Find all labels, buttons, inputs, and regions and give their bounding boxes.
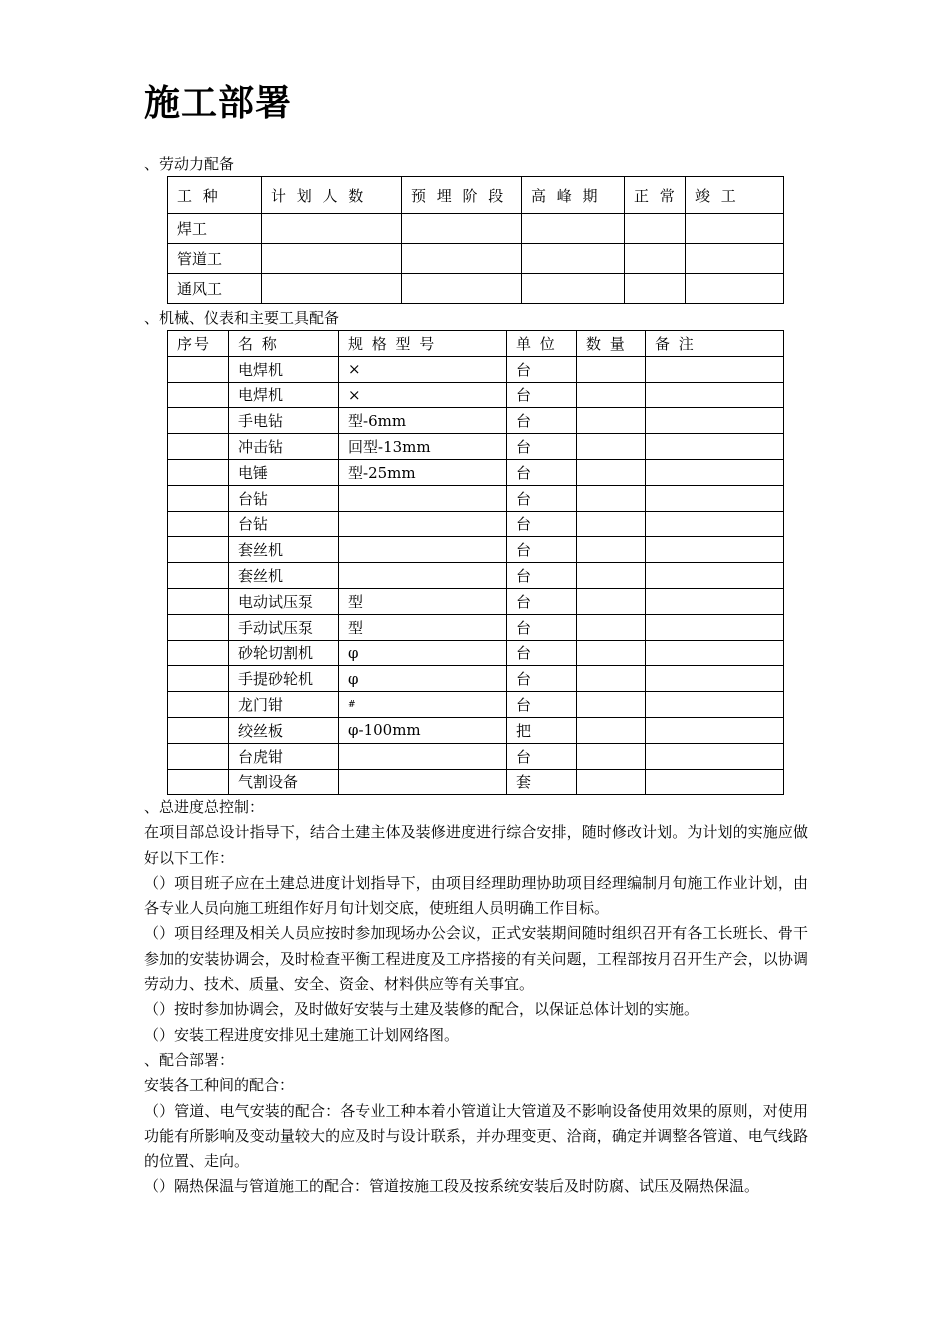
table-row — [168, 244, 784, 274]
table-cell: 套丝机 — [229, 537, 339, 563]
table-cell — [686, 244, 784, 274]
table-row — [168, 382, 784, 408]
equipment-table — [167, 330, 784, 795]
table-cell: 绞丝板 — [229, 717, 339, 743]
table-cell — [577, 743, 646, 769]
labor-header-row — [168, 177, 784, 214]
table-cell — [646, 485, 784, 511]
table-cell — [522, 214, 625, 244]
equipment-header-row — [168, 331, 784, 357]
table-cell — [577, 640, 646, 666]
table-cell — [522, 244, 625, 274]
table-cell — [646, 717, 784, 743]
table-cell: 台虎钳 — [229, 743, 339, 769]
equipment-header-cell: 规 格 型 号 — [339, 331, 507, 357]
table-cell: × — [339, 382, 507, 408]
schedule-heading: 、总进度总控制： — [144, 798, 265, 816]
table-cell: 气割设备 — [229, 769, 339, 795]
table-cell — [577, 614, 646, 640]
table-cell — [577, 356, 646, 382]
table-cell — [168, 640, 229, 666]
table-cell — [646, 614, 784, 640]
table-row — [168, 588, 784, 614]
table-cell: 通风工 — [168, 274, 262, 304]
table-cell — [577, 459, 646, 485]
labor-header-cell: 高 峰 期 — [522, 177, 625, 214]
table-cell: × — [339, 356, 507, 382]
table-cell — [646, 666, 784, 692]
labor-header-cell: 竣 工 — [686, 177, 784, 214]
table-cell: 电焊机 — [229, 382, 339, 408]
schedule-item: （）安装工程进度安排见土建施工计划网络图。 — [144, 1025, 460, 1044]
table-cell: 台 — [507, 666, 577, 692]
page-title: 施工部署 — [144, 83, 293, 124]
table-cell — [402, 214, 522, 244]
coordination-subheading: 安装各工种间的配合： — [144, 1076, 295, 1095]
table-cell: 管道工 — [168, 244, 262, 274]
table-cell — [339, 485, 507, 511]
table-cell — [686, 214, 784, 244]
table-cell — [168, 485, 229, 511]
table-cell — [577, 434, 646, 460]
table-cell: 台 — [507, 743, 577, 769]
table-row — [168, 717, 784, 743]
table-cell — [625, 244, 686, 274]
table-cell — [646, 511, 784, 537]
labor-table — [167, 176, 784, 304]
table-cell — [577, 717, 646, 743]
table-cell: φ — [339, 640, 507, 666]
equipment-header-cell: 名 称 — [229, 331, 339, 357]
table-cell — [339, 563, 507, 589]
table-cell — [646, 356, 784, 382]
table-cell: 台 — [507, 563, 577, 589]
table-cell: 台钻 — [229, 485, 339, 511]
table-cell — [646, 434, 784, 460]
table-cell — [168, 692, 229, 718]
table-cell — [646, 563, 784, 589]
table-row — [168, 434, 784, 460]
table-cell: 手动试压泵 — [229, 614, 339, 640]
table-cell — [686, 274, 784, 304]
table-cell — [168, 459, 229, 485]
equipment-heading: 、机械、仪表和主要工具配备 — [144, 309, 340, 327]
table-cell: 套丝机 — [229, 563, 339, 589]
table-cell: 电焊机 — [229, 356, 339, 382]
table-cell — [577, 382, 646, 408]
table-cell: 台 — [507, 692, 577, 718]
table-row — [168, 563, 784, 589]
table-cell — [625, 214, 686, 244]
table-cell — [522, 274, 625, 304]
table-cell — [168, 408, 229, 434]
table-cell — [168, 563, 229, 589]
table-cell: 台 — [507, 356, 577, 382]
table-cell — [577, 485, 646, 511]
labor-header-cell: 工 种 — [168, 177, 262, 214]
body-text — [144, 795, 808, 1200]
table-cell — [168, 769, 229, 795]
table-row — [168, 485, 784, 511]
table-cell: 手提砂轮机 — [229, 666, 339, 692]
table-cell — [577, 563, 646, 589]
table-cell: 台 — [507, 459, 577, 485]
table-cell — [646, 692, 784, 718]
table-cell — [646, 408, 784, 434]
table-cell: 台 — [507, 434, 577, 460]
table-cell — [168, 434, 229, 460]
table-cell — [168, 382, 229, 408]
table-cell — [646, 640, 784, 666]
table-cell: 台 — [507, 588, 577, 614]
table-cell — [339, 769, 507, 795]
table-cell: 台 — [507, 640, 577, 666]
table-cell — [262, 274, 402, 304]
table-cell: # — [339, 692, 507, 718]
table-cell: 龙门钳 — [229, 692, 339, 718]
table-cell — [262, 244, 402, 274]
table-cell — [339, 743, 507, 769]
table-cell: 台 — [507, 382, 577, 408]
labor-header-cell: 计 划 人 数 — [262, 177, 402, 214]
table-cell: 套 — [507, 769, 577, 795]
table-cell — [168, 666, 229, 692]
table-cell: 手电钻 — [229, 408, 339, 434]
table-cell — [168, 588, 229, 614]
table-cell — [339, 511, 507, 537]
table-cell — [646, 459, 784, 485]
table-cell: 台 — [507, 485, 577, 511]
table-row — [168, 666, 784, 692]
table-cell — [577, 408, 646, 434]
table-cell — [168, 743, 229, 769]
equipment-header-cell: 数 量 — [577, 331, 646, 357]
table-cell: 砂轮切割机 — [229, 640, 339, 666]
table-cell — [646, 382, 784, 408]
table-cell — [262, 214, 402, 244]
table-row — [168, 408, 784, 434]
table-cell: 台钻 — [229, 511, 339, 537]
labor-heading: 、劳动力配备 — [144, 155, 235, 173]
table-cell — [646, 537, 784, 563]
table-cell: 台 — [507, 511, 577, 537]
table-cell — [577, 537, 646, 563]
table-cell: 电动试压泵 — [229, 588, 339, 614]
table-cell: 焊工 — [168, 214, 262, 244]
table-cell — [577, 769, 646, 795]
table-cell: 型 — [339, 588, 507, 614]
table-cell: 型-25mm — [339, 459, 507, 485]
table-cell — [168, 614, 229, 640]
table-cell — [402, 244, 522, 274]
table-cell — [577, 666, 646, 692]
coordination-heading: 、配合部署： — [144, 1050, 235, 1069]
table-cell: 台 — [507, 614, 577, 640]
schedule-item: （）按时参加协调会，及时做好安装与土建及装修的配合，以保证总体计划的实施。 — [144, 1000, 700, 1019]
table-cell: 台 — [507, 537, 577, 563]
table-cell: 型-6mm — [339, 408, 507, 434]
table-cell — [577, 511, 646, 537]
equipment-header-cell: 单 位 — [507, 331, 577, 357]
schedule-intro: 在项目部总设计指导下，结合土建主体及装修进度进行综合安排，随时修改计划。为计划的实施应做好以下工作： — [144, 823, 808, 867]
table-cell: 把 — [507, 717, 577, 743]
table-row — [168, 769, 784, 795]
table-cell — [168, 511, 229, 537]
table-cell — [646, 769, 784, 795]
table-cell: 台 — [507, 408, 577, 434]
table-row — [168, 356, 784, 382]
table-cell — [168, 537, 229, 563]
table-cell: φ-100mm — [339, 717, 507, 743]
table-cell: 型 — [339, 614, 507, 640]
table-cell: 回型-13mm — [339, 434, 507, 460]
table-cell — [577, 588, 646, 614]
table-row — [168, 214, 784, 244]
table-cell — [646, 743, 784, 769]
table-cell — [168, 717, 229, 743]
table-cell — [625, 274, 686, 304]
table-row — [168, 274, 784, 304]
table-cell — [402, 274, 522, 304]
table-cell — [168, 356, 229, 382]
equipment-header-cell: 备 注 — [646, 331, 784, 357]
table-cell: 电锤 — [229, 459, 339, 485]
table-row — [168, 459, 784, 485]
table-row — [168, 743, 784, 769]
labor-header-cell: 正 常 — [625, 177, 686, 214]
equipment-header-cell: 序号 — [168, 331, 229, 357]
table-cell — [577, 692, 646, 718]
labor-header-cell: 预 埋 阶 段 — [402, 177, 522, 214]
table-row — [168, 511, 784, 537]
coordination-item: （）管道、电气安装的配合：各专业工种本着小管道让大管道及不影响设备使用效果的原则，对使用功能有所影响及变动量较大的应及时与设计联系，并办理变更、洽商，确定并调整各管道、电气线路的位置、走向。 — [144, 1101, 808, 1171]
table-cell — [339, 537, 507, 563]
schedule-item: （）项目经理及相关人员应按时参加现场办公会议，正式安装期间随时组织召开有各工长班长、骨干参加的安装协调会，及时检查平衡工程进度及工序搭接的有关问题，工程部按月召开生产会，以协调劳动力、技术、质量、安全、资金、材料供应等有关事宜。 — [144, 924, 808, 994]
table-cell — [646, 588, 784, 614]
table-row — [168, 537, 784, 563]
schedule-item: （）项目班子应在土建总进度计划指导下，由项目经理助理协助项目经理编制月旬施工作业计划，由各专业人员向施工班组作好月旬计划交底，使班组人员明确工作目标。 — [144, 873, 808, 918]
table-row — [168, 640, 784, 666]
coordination-item: （）隔热保温与管道施工的配合：管道按施工段及按系统安装后及时防腐、试压及隔热保温。 — [144, 1177, 760, 1196]
table-cell: 冲击钻 — [229, 434, 339, 460]
table-cell: φ — [339, 666, 507, 692]
table-row — [168, 614, 784, 640]
table-row — [168, 692, 784, 718]
